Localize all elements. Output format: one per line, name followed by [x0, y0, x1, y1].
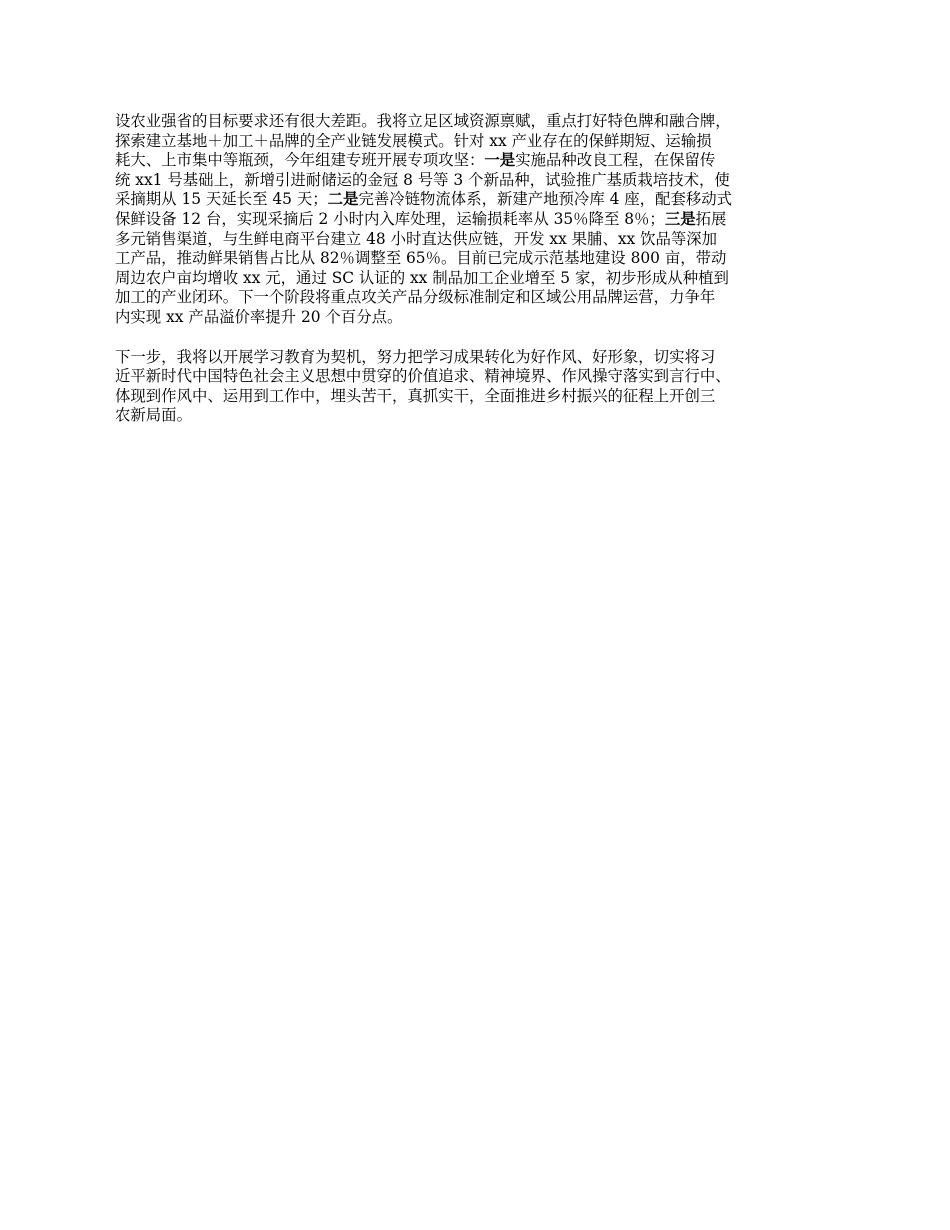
text-segment: 加工的产业闭环。下一个阶段将重点攻关产品分级标准制定和区域公用品牌运营，力争年	[115, 288, 716, 307]
text-segment: 采摘期从 15 天延长至 45 天；	[115, 190, 328, 209]
text-line	[115, 288, 855, 308]
text-segment: 统 xx1 号基础上，新增引进耐储运的金冠 8 号等 3 个新品种，试验推广基质栽培技术，使	[115, 170, 730, 189]
text-segment: 耗大、上市集中等瓶颈，今年组建专班开展专项攻坚：	[115, 151, 485, 170]
text-segment: 保鲜设备 12 台，实现采摘后 2 小时内入库处理，运输损耗率从 35％降至 8％；	[115, 209, 665, 228]
text-line	[115, 387, 855, 407]
text-line	[115, 171, 855, 191]
text-segment: 实施品种改良工程，在保留传	[515, 151, 716, 170]
text-line	[115, 132, 855, 152]
text-segment: 内实现 xx 产品溢价率提升 20 个百分点。	[115, 307, 403, 326]
text-line	[115, 190, 855, 210]
text-segment: 农新局面。	[115, 406, 192, 425]
text-segment: 近平新时代中国特色社会主义思想中贯穿的价值追求、精神境界、作风操守落实到言行中、	[115, 367, 731, 386]
text-line	[115, 249, 855, 269]
text-line	[115, 230, 855, 250]
bold-text-segment: 三是	[664, 209, 696, 228]
text-line	[115, 112, 855, 132]
document-page	[115, 112, 855, 426]
text-segment: 完善冷链物流体系，新建产地预冷库 4 座，配套移动式	[358, 190, 733, 209]
text-line	[115, 210, 855, 230]
text-line	[115, 406, 855, 426]
text-segment: 探索建立基地＋加工＋品牌的全产业链发展模式。针对 xx 产业存在的保鲜期短、运输损	[115, 131, 712, 150]
bold-text-segment: 二是	[327, 190, 359, 209]
text-segment: 体现到作风中、运用到工作中，埋头苦干，真抓实干，全面推进乡村振兴的征程上开创三	[115, 386, 716, 405]
text-segment: 设农业强省的目标要求还有很大差距。我将立足区域资源禀赋，重点打好特色牌和融合牌，	[115, 112, 731, 130]
text-line	[115, 151, 855, 171]
text-segment: 多元销售渠道，与生鲜电商平台建立 48 小时直达供应链，开发 xx 果脯、xx 饮品等深加	[115, 229, 718, 248]
text-line	[115, 308, 855, 328]
text-segment: 周边农户亩均增收 xx 元，通过 SC 认证的 xx 制品加工企业增至 5 家，初步形成从种植到	[115, 268, 729, 287]
text-segment: 工产品，推动鲜果销售占比从 82％调整至 65％。目前已完成示范基地建设 800 亩，带动	[115, 249, 727, 268]
paragraph-industry-chain	[115, 112, 855, 328]
text-line	[115, 348, 855, 368]
text-line	[115, 269, 855, 289]
text-segment: 下一步，我将以开展学习教育为契机，努力把学习成果转化为好作风、好形象，切实将习	[115, 347, 716, 366]
bold-text-segment: 一是	[484, 151, 516, 170]
text-segment: 拓展	[695, 209, 727, 228]
paragraph-next-steps	[115, 348, 855, 426]
text-line	[115, 367, 855, 387]
